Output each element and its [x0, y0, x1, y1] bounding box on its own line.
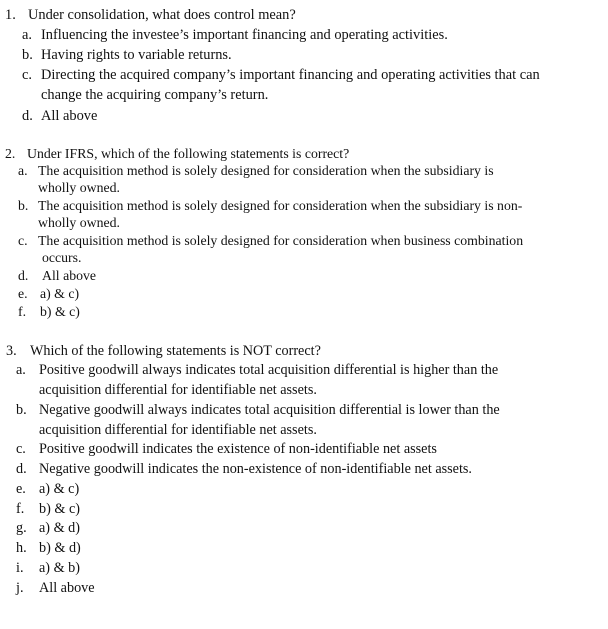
option-text: a) & c) [40, 286, 80, 301]
option-label: j. [16, 580, 24, 596]
question-text: Which of the following statements is NOT correct? [30, 343, 321, 359]
option-text: Negative goodwill indicates the non-existence of non-identifiable net assets. [39, 461, 472, 477]
option-label: a. [18, 163, 28, 178]
option-text: All above [39, 580, 95, 596]
option-text: b) & d) [39, 540, 81, 556]
option-text: Negative goodwill always indicates total acquisition differential is lower than the [39, 402, 500, 418]
option-label: b. [22, 47, 33, 63]
option-label: b. [16, 402, 27, 418]
option-label: a. [16, 362, 26, 378]
option-text: Having rights to variable returns. [41, 47, 232, 63]
question-text: Under consolidation, what does control mean? [28, 7, 296, 23]
option-text: change the acquiring company’s return. [41, 87, 269, 103]
option-text: Positive goodwill indicates the existence of non-identifiable net assets [39, 441, 437, 457]
option-label: h. [16, 540, 27, 556]
option-label: a. [22, 27, 32, 43]
option-text: wholly owned. [38, 180, 121, 195]
option-label: g. [16, 520, 27, 536]
option-text: a) & d) [39, 520, 80, 536]
option-label: c. [16, 441, 26, 457]
question-number: 2. [5, 146, 16, 161]
option-label: d. [22, 108, 33, 124]
option-text: All above [41, 108, 98, 124]
option-label: d. [16, 461, 27, 477]
option-text: acquisition differential for identifiable net assets. [39, 382, 317, 398]
question-number: 3. [6, 343, 17, 359]
option-label: i. [16, 560, 24, 576]
option-text: The acquisition method is solely designed for consideration when business combination [38, 233, 524, 248]
option-text: wholly owned. [38, 215, 121, 230]
option-label: d. [18, 268, 29, 283]
option-label: c. [18, 233, 28, 248]
option-label: f. [16, 501, 25, 517]
option-text: Directing the acquired company’s important financing and operating activities that can [41, 67, 540, 83]
option-label: b. [18, 198, 29, 213]
option-text: a) & c) [39, 481, 80, 497]
question-text: Under IFRS, which of the following statements is correct? [27, 146, 350, 161]
option-label: f. [18, 304, 27, 319]
option-text: The acquisition method is solely designed for consideration when the subsidiary is [38, 163, 494, 178]
option-text: occurs. [42, 250, 82, 265]
option-text: The acquisition method is solely designed for consideration when the subsidiary is non- [38, 198, 523, 213]
question-number: 1. [5, 7, 16, 23]
option-text: Positive goodwill always indicates total acquisition differential is higher than the [39, 362, 499, 378]
option-label: e. [18, 286, 28, 301]
option-label: e. [16, 481, 26, 497]
option-text: b) & c) [39, 501, 80, 517]
option-label: c. [22, 67, 32, 83]
option-text: a) & b) [39, 560, 80, 576]
option-text: acquisition differential for identifiable net assets. [39, 422, 317, 438]
option-text: Influencing the investee’s important financing and operating activities. [41, 27, 448, 43]
option-text: All above [42, 268, 97, 283]
option-text: b) & c) [40, 304, 80, 319]
